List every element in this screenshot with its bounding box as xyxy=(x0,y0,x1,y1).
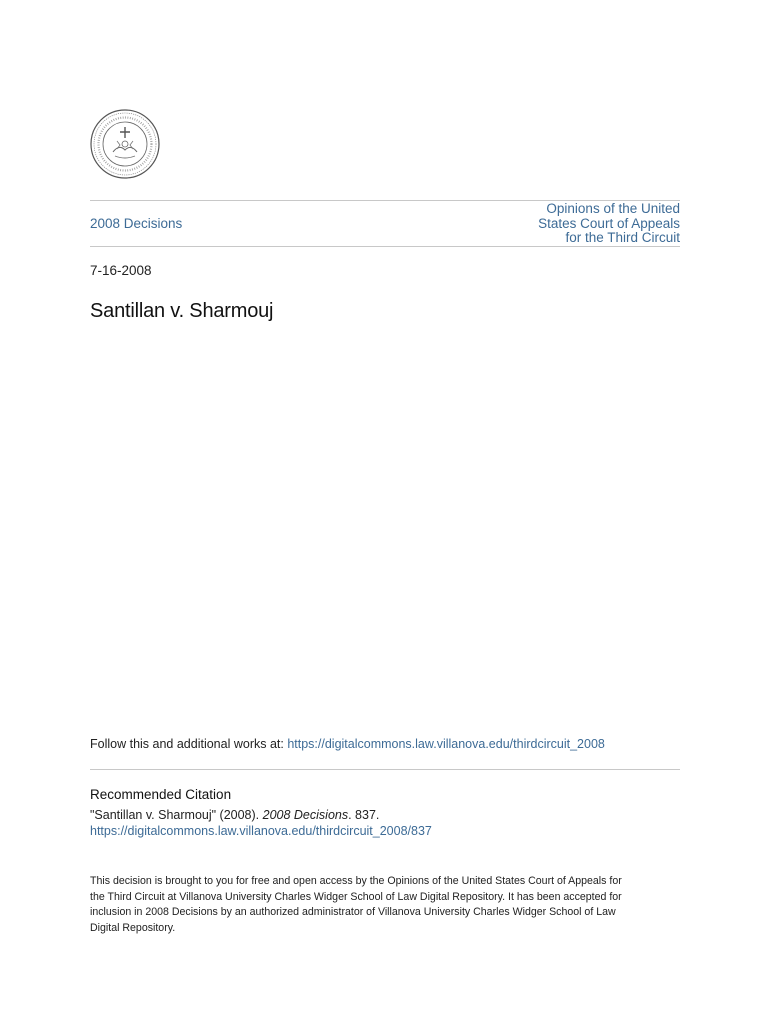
document-title: Santillan v. Sharmouj xyxy=(90,300,274,322)
notice-line: Digital Repository. xyxy=(90,921,176,934)
header-bottom-rule xyxy=(90,246,680,247)
access-notice xyxy=(90,874,670,936)
citation-url-link[interactable]: https://digitalcommons.law.villanova.edu/thirdcircuit_2008/837 xyxy=(90,824,432,838)
follow-url-link[interactable]: https://digitalcommons.law.villanova.edu/thirdcircuit_2008 xyxy=(287,737,605,751)
notice-line: the Third Circuit at Villanova University Charles Widger School of Law Digital Repository. It has been accepted for xyxy=(90,890,622,903)
citation-rule xyxy=(90,769,680,770)
citation-text: "Santillan v. Sharmouj" (2008). xyxy=(90,808,263,822)
follow-works-line xyxy=(90,737,605,751)
notice-line: inclusion in 2008 Decisions by an authorized administrator of Villanova University Charles Widger School of Law xyxy=(90,906,616,918)
decision-date: 7-16-2008 xyxy=(90,263,152,278)
citation-series: 2008 Decisions xyxy=(262,808,349,822)
collection-link-line: Opinions of the United xyxy=(546,201,680,216)
citation-number: . 837. xyxy=(348,808,380,822)
series-link[interactable]: 2008 Decisions xyxy=(90,216,183,231)
follow-label: Follow this and additional works at: xyxy=(90,737,288,751)
collection-link[interactable] xyxy=(520,202,680,246)
citation-body xyxy=(90,807,432,839)
collection-link-line: for the Third Circuit xyxy=(565,230,680,245)
notice-line: This decision is brought to you for free and open access by the Opinions of the United States Court of Appeals for xyxy=(90,875,622,887)
collection-link-line: States Court of Appeals xyxy=(538,215,680,231)
citation-heading: Recommended Citation xyxy=(90,787,232,802)
university-seal-icon xyxy=(89,108,161,180)
